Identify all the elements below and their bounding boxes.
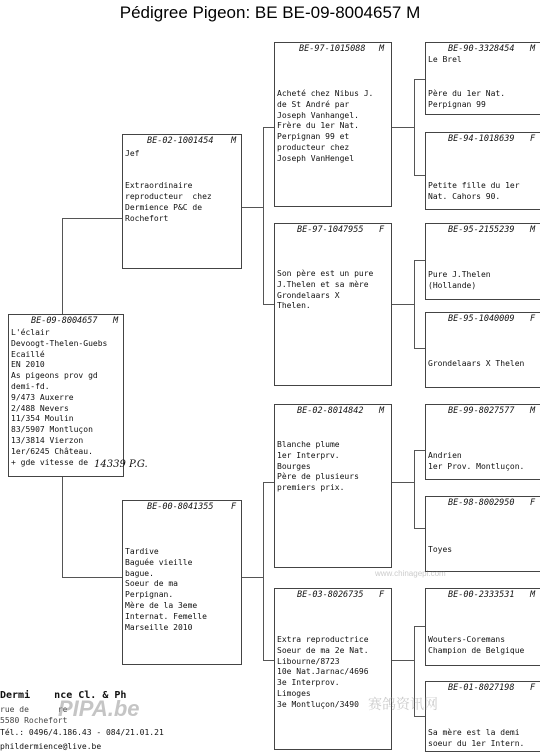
ring-number: BE-97-1015088	[299, 44, 366, 54]
connector-line	[392, 127, 414, 128]
pigeon-name	[428, 145, 538, 157]
connector-line	[392, 660, 414, 661]
pigeon-notes: Pure J.Thelen (Hollande)	[428, 270, 491, 290]
ring-number: BE-00-2333531	[448, 590, 515, 600]
watermark-logo: PIPA.be	[58, 696, 140, 721]
page-title: Pédigree Pigeon: BE BE-09-8004657 M	[119, 3, 421, 22]
pigeon-notes: Grondelaars X Thelen	[428, 359, 525, 368]
connector-line	[263, 127, 264, 304]
connector-line	[414, 450, 415, 528]
pigeon-box-dss	[425, 404, 540, 480]
connector-line	[62, 477, 63, 577]
pigeon-notes: Petite fille du 1er Nat. Cahors 90.	[428, 181, 520, 201]
connector-line	[263, 304, 274, 305]
sex-marker: M	[530, 225, 536, 235]
connector-line	[414, 716, 425, 717]
pigeon-name: Le Brel	[428, 55, 462, 64]
connector-line	[392, 482, 414, 483]
box-header	[275, 43, 391, 56]
ring-number: BE-09-8004657	[31, 316, 98, 326]
ring-number: BE-90-3328454	[448, 44, 515, 54]
pigeon-notes: L'éclair Devoogt-Thelen-Guebs Ecaillé EN 2010 As pigeons prov gd demi-fd. 9/473 Auxerre 2/488 Nevers 11/354 Moulin 83/5907 Montluçon 13/3814 Vierzon 1er/6245 Château. + gde vitesse de	[11, 328, 108, 467]
pigeon-notes: Extra reproductrice Soeur de ma 2e Nat. Libourne/8723 10e Nat.Jarnac/4696 3e Interprov. Limoges 3e Montluçon/3490	[277, 635, 369, 709]
footer-name: Dermi nce Cl. & Ph	[0, 690, 127, 701]
connector-line	[414, 79, 425, 80]
sex-marker: F	[530, 498, 536, 508]
connector-line	[414, 260, 425, 261]
box-header	[123, 135, 241, 148]
sex-marker: F	[530, 314, 536, 324]
connector-line	[414, 348, 425, 349]
pigeon-box-sire	[122, 134, 242, 269]
connector-line	[414, 626, 425, 627]
pigeon-name	[428, 325, 538, 337]
connector-line	[242, 207, 263, 208]
connector-line	[62, 218, 122, 219]
ring-number: BE-01-8027198	[448, 683, 515, 693]
connector-line	[62, 218, 63, 314]
pigeon-box-dam-dam	[274, 588, 392, 750]
ring-number: BE-02-1001454	[147, 136, 214, 146]
ring-number: BE-00-8041355	[147, 502, 214, 512]
sex-marker: M	[379, 406, 385, 416]
box-header	[275, 405, 391, 418]
box-header	[275, 589, 391, 602]
pigeon-notes: Toyes	[428, 545, 453, 554]
connector-line	[263, 127, 274, 128]
pigeon-notes: Wouters-Coremans Champion de Belgique	[428, 635, 525, 655]
footer-phone: Tél.: 0496/4.186.43 - 084/21.01.21	[0, 728, 164, 737]
ring-number: BE-97-1047955	[297, 225, 364, 235]
sex-marker: F	[530, 134, 536, 144]
pigeon-box-dam	[122, 500, 242, 665]
connector-line	[242, 577, 263, 578]
sex-marker: F	[379, 225, 385, 235]
pigeon-notes: Andrien 1er Prov. Montluçon.	[428, 451, 525, 471]
ring-number: BE-95-1040009	[448, 314, 515, 324]
pigeon-name	[428, 236, 538, 248]
pigeon-notes: Sa mère est la demi soeur du 1er Intern.	[428, 728, 525, 748]
sex-marker: F	[530, 683, 536, 693]
ring-number: BE-98-8002950	[448, 498, 515, 508]
sex-marker: M	[530, 406, 536, 416]
pigeon-box-main	[8, 314, 148, 477]
box-header	[123, 501, 241, 514]
connector-line	[414, 79, 415, 175]
watermark-url: www.chinagepi.com	[375, 569, 446, 578]
sex-marker: F	[379, 590, 385, 600]
pigeon-notes: Jef Extraordinaire reproducteur chez Dermience P&C de Rochefort	[125, 149, 212, 223]
pigeon-notes: Acheté chez Nibus J. de St André par Joseph Vanhangel. Frère du 1er Nat. Perpignan 99 et producteur chez Joseph VanHengel	[277, 89, 374, 163]
pigeon-notes: Père du 1er Nat. Perpignan 99	[428, 89, 506, 109]
pigeon-box-dds	[425, 588, 540, 666]
pigeon-box-sdd	[425, 312, 540, 388]
sex-marker: M	[530, 590, 536, 600]
ring-number: BE-02-8014842	[297, 406, 364, 416]
sex-marker: M	[113, 316, 119, 326]
pigeon-name	[428, 601, 538, 613]
pigeon-box-sds	[425, 223, 540, 300]
pigeon-notes: Tardive Baguée vieille bague. Soeur de ma Perpignan. Mère de la 3eme Internat. Femelle Marseille 2010	[125, 547, 207, 632]
pigeon-box-dsd	[425, 496, 540, 572]
ring-number: BE-95-2155239	[448, 225, 515, 235]
pigeon-name	[428, 417, 538, 429]
connector-line	[263, 482, 264, 660]
box-header	[9, 315, 123, 328]
pigeon-box-sire-dam	[274, 223, 392, 386]
pigeon-box-sss	[425, 42, 540, 115]
pigeon-notes: Son père est un pure J.Thelen et sa mère Grondelaars X Thelen.	[277, 269, 374, 311]
pigeon-box-ssd	[425, 132, 540, 210]
connector-line	[414, 528, 425, 529]
pigeon-name	[428, 694, 538, 706]
ring-number: BE-94-1018639	[448, 134, 515, 144]
pigeon-box-dam-sire	[274, 404, 392, 568]
watermark-text: 赛鸽资讯网	[368, 696, 438, 712]
footer-email: phildermience@live.be	[0, 742, 102, 751]
pigeon-box-sire-sire	[274, 42, 392, 207]
sex-marker: M	[231, 136, 237, 146]
box-header	[275, 224, 391, 237]
connector-line	[414, 175, 425, 176]
sex-marker: F	[231, 502, 237, 512]
footer-address: rue de re	[0, 705, 68, 714]
pigeon-box-ddd	[425, 681, 540, 752]
pigeon-name	[428, 509, 538, 521]
handwritten-note: 14339 P.G.	[94, 459, 148, 470]
ring-number: BE-03-8026735	[297, 590, 364, 600]
connector-line	[414, 450, 425, 451]
ring-number: BE-99-8027577	[448, 406, 515, 416]
connector-line	[263, 482, 274, 483]
sex-marker: M	[379, 44, 385, 54]
connector-line	[62, 577, 122, 578]
connector-line	[414, 260, 415, 348]
connector-line	[263, 660, 274, 661]
footer-city: 5580 Rochefort	[0, 716, 68, 725]
sex-marker: M	[530, 44, 536, 54]
connector-line	[392, 304, 414, 305]
pigeon-notes: Blanche plume 1er Interprv. Bourges Père de plusieurs premiers prix.	[277, 440, 359, 493]
